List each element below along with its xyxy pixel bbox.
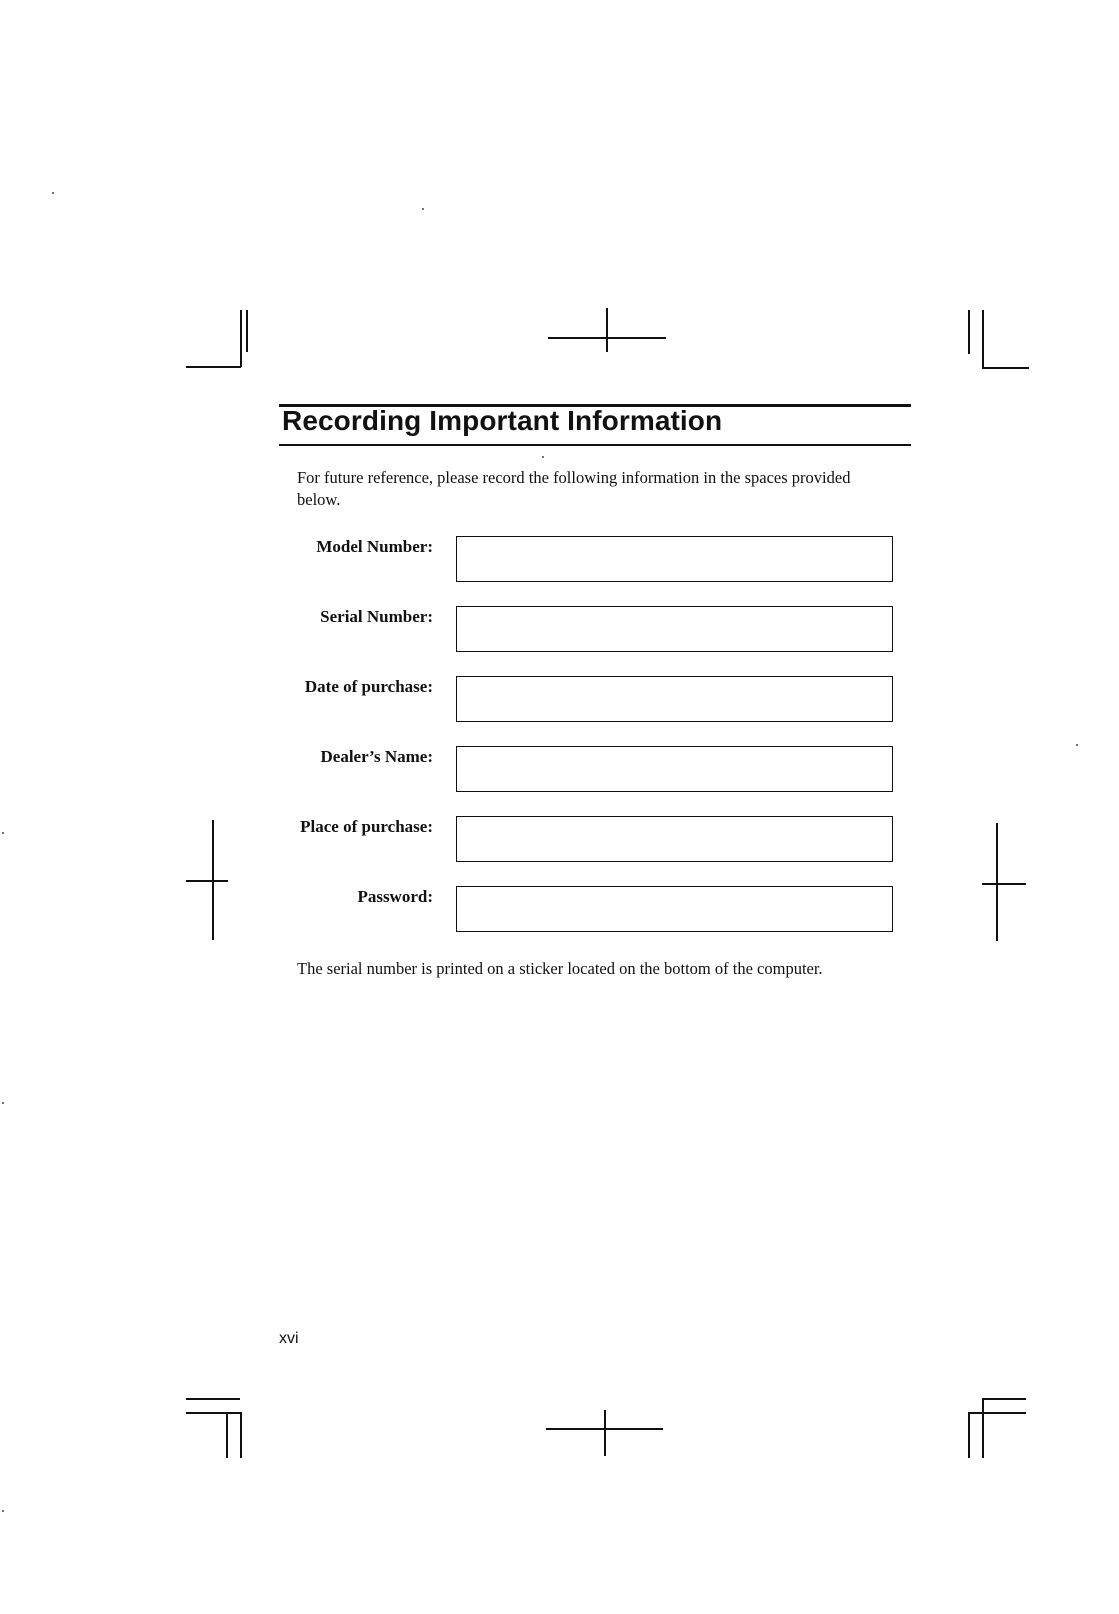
place-of-purchase-label: Place of purchase: <box>300 817 433 836</box>
scan-speck <box>2 1510 4 1512</box>
scan-speck <box>1076 744 1078 746</box>
password-field[interactable] <box>456 886 893 932</box>
date-of-purchase-field[interactable] <box>456 676 893 722</box>
serial-number-note: The serial number is printed on a sticker located on the bottom of the computer. <box>297 959 823 978</box>
scan-speck <box>2 1102 4 1104</box>
password-label: Password: <box>357 887 433 906</box>
place-of-purchase-field[interactable] <box>456 816 893 862</box>
page-title: Recording Important Information <box>282 405 723 436</box>
scan-speck <box>542 456 544 458</box>
title-rule-bottom <box>279 444 911 446</box>
scan-speck <box>52 192 54 194</box>
page-number: xvi <box>279 1330 299 1347</box>
serial-number-label: Serial Number: <box>320 607 433 626</box>
intro-paragraph: For future reference, please record the following information in the spaces provided below. <box>297 468 851 509</box>
date-of-purchase-label: Date of purchase: <box>304 677 433 696</box>
dealers-name-field[interactable] <box>456 746 893 792</box>
model-number-field[interactable] <box>456 536 893 582</box>
serial-number-field[interactable] <box>456 606 893 652</box>
dealers-name-label: Dealer’s Name: <box>320 747 433 766</box>
model-number-label: Model Number: <box>316 537 433 556</box>
scan-speck <box>422 208 424 210</box>
scan-speck <box>2 832 4 834</box>
